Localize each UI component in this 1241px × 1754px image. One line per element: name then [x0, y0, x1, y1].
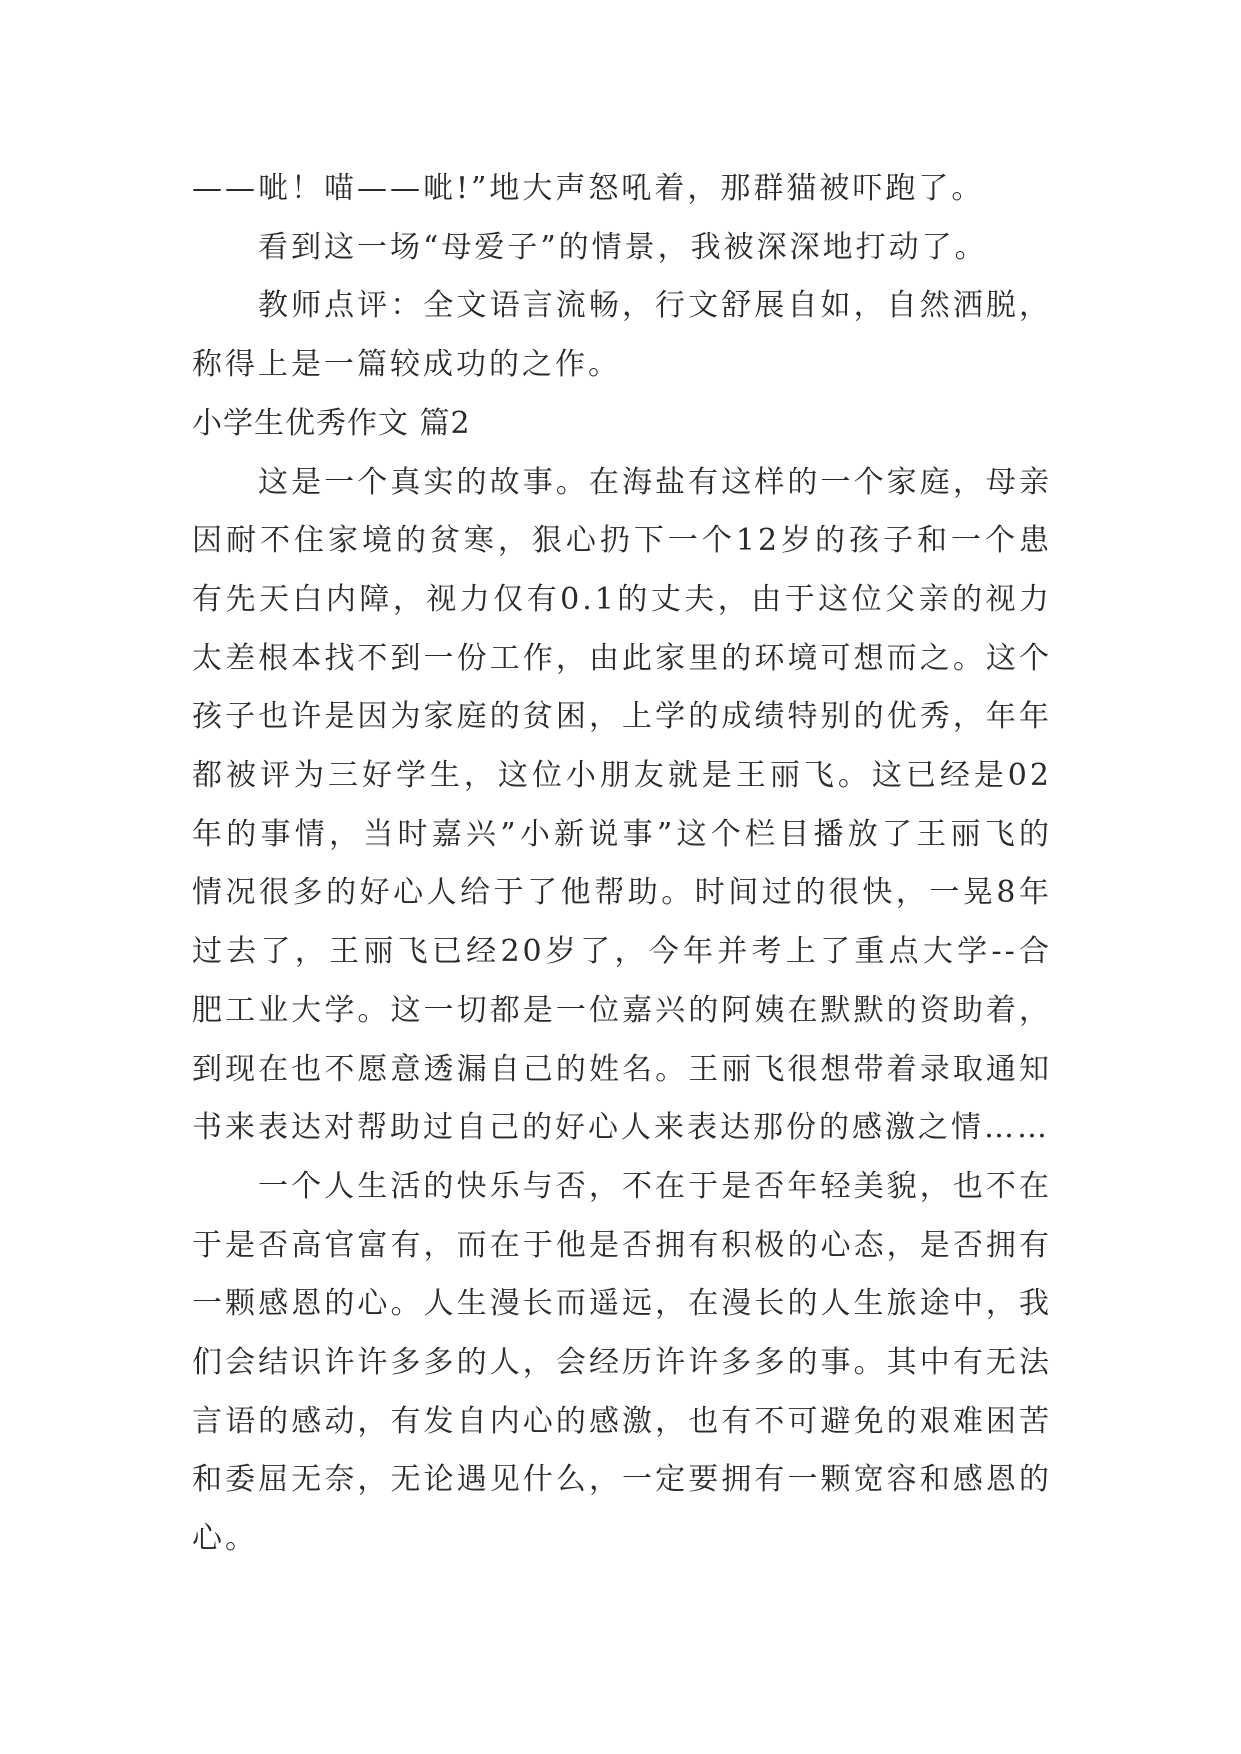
paragraph-gratitude: 一个人生活的快乐与否，不在于是否年轻美貌，也不在于是否高官富有，而在于他是否拥有积极的心态，是否拥有一颗感恩的心。人生漫长而遥远，在漫长的人生旅途中，我们会结识许许多多的人，会经历许许多多的事。其中有无法言语的感动，有发自内心的感激，也有不可避免的艰难困苦和委屈无奈，无论遇见什么，一定要拥有一颗宽容和感恩的心。 — [192, 1168, 1052, 1557]
paragraph-moved: 看到这一场“母爱子”的情景，我被深深地打动了。 — [258, 229, 988, 265]
paragraph-true-story: 这是一个真实的故事。在海盐有这样的一个家庭，母亲因耐不住家境的贫寒，狠心扔下一个12岁的孩子和一个患有先天白内障，视力仅有0.1的丈夫，由于这位父亲的视力太差根本找不到一份工作，由此家里的环境可想而之。这个孩子也许是因为家庭的贫困，上学的成绩特别的优秀，年年都被评为三好学生，这位小朋友就是王丽飞。这已经是02年的事情，当时嘉兴”小新说事”这个栏目播放了王丽飞的情况很多的好心人给于了他帮助。时间过的很快，一晃8年过去了，王丽飞已经20岁了，今年并考上了重点大学--合肥工业大学。这一切都是一位嘉兴的阿姨在默默的资助着，到现在也不愿意透漏自己的姓名。王丽飞很想带着录取通知书来表达对帮助过自己的好心人来表达那份的感激之情…… — [192, 464, 1052, 1146]
paragraph-cat-scene: ——呲！喵——呲!”地大声怒吼着，那群猫被吓跑了。 — [192, 171, 985, 206]
section-title: 小学生优秀作文 篇2 — [192, 405, 471, 441]
paragraph-teacher-comment: 教师点评：全文语言流畅，行文舒展自如，自然洒脱，称得上是一篇较成功的之作。 — [192, 288, 1052, 383]
document-body — [192, 160, 1052, 1569]
